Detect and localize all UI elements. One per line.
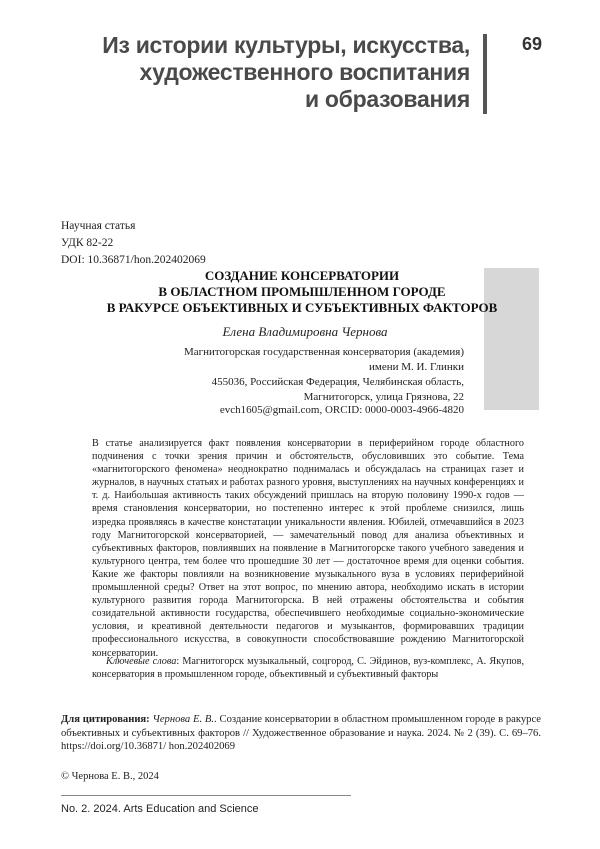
article-title-line: В ОБЛАСТНОМ ПРОМЫШЛЕННОМ ГОРОДЕ — [158, 284, 446, 299]
abstract: В статье анализируется факт появления консерватории в периферийном городе областного подчинения с точки зрения причин и обстоятельств, обусловивших это событие. Тема «магнитогорского феномена» неоднократно поднималась и обсуждалась на страницах газет и журналов, в научных статьях и работах разного уровня, выступлениях на научных конференциях и т. д. Наибольшая активность таких обсуждений пришлась на вторую половину 1990-х годов — время становления консерватории, но постепенно интерес к этой проблеме снизился, лишь изредка проявляясь в качестве констатации уникальности явления. Юбилей, отмечавшийся в 2023 году Магнитогорской консерваторией, — замечательный повод для анализа объективных и субъективных факторов, повлиявших на появление в Магнитогорске такого учебного заведения и культурного центра, тем более что прошедшие 30 лет — достаточное время для оценки события. Какие же факторы повлияли на возникновение музыкального вуза в условиях периферийной промышленной среды? Ответ на этот вопрос, по мнению автора, необходимо искать в истории культурного развития города Магнитогорска. В ней отражены обстоятельства и события созидательной активности государства, обеспечившего необходимые социально-экономические условия, и креативной деятельности педагогов и музыкантов, формировавших традиции профессионального искусства, в совокупности способствовавшие рождению Магнитогорской консерватории. — [92, 438, 524, 659]
citation-label: Для цитирования: — [61, 714, 150, 725]
author-contacts: evch1605@gmail.com, ORCID: 0000-0003-4966-4820 — [219, 404, 464, 416]
keywords-label: Ключевые слова — [106, 656, 177, 667]
footer-divider — [61, 795, 351, 796]
article-title-line: В РАКУРСЕ ОБЪЕКТИВНЫХ И СУБЪЕКТИВНЫХ ФАКТОРОВ — [106, 300, 498, 315]
page-number: 69 — [522, 34, 543, 54]
section-title-line: Из истории культуры, искусства, — [102, 32, 470, 58]
affiliation-line: Магнитогорск, улица Грязнова, 22 — [303, 391, 464, 403]
article-title — [62, 268, 542, 316]
section-title-line: и образования — [305, 86, 470, 112]
article-title-line: СОЗДАНИЕ КОНСЕРВАТОРИИ — [204, 268, 400, 283]
citation-author: Чернова Е. В. — [152, 714, 215, 725]
affiliation — [104, 345, 464, 405]
journal-footer: No. 2. 2024. Arts Education and Science — [61, 803, 259, 815]
copyright: © Чернова Е. В., 2024 — [61, 771, 159, 782]
section-title — [70, 32, 470, 113]
keywords-text: : Магнитогорск музыкальный, соцгород, С. Эйдинов, вуз-комплекс, А. Якупов, консерватория в промышленном городе, объективный и субъективный факторы — [92, 656, 525, 680]
doi: DOI: 10.36871/hon.202402069 — [61, 254, 206, 266]
keywords — [92, 655, 524, 681]
header-divider — [483, 34, 487, 114]
citation-text: . Создание консерватории в областном промышленном городе в ракурсе объективных и субъективных факторов // Художественное образование и наука. 2024. № 2 (39). С. 69–76. https://doi.org/10.36871/ hon.202402069 — [61, 714, 541, 752]
citation — [61, 713, 541, 754]
udk-code: УДК 82-22 — [61, 237, 114, 249]
affiliation-line: 455036, Российская Федерация, Челябинская область, — [211, 376, 464, 388]
affiliation-line: Магнитогорская государственная консерватория (академия) — [183, 346, 464, 358]
section-title-line: художественного воспитания — [139, 59, 470, 85]
author-name: Елена Владимировна Чернова — [222, 324, 388, 339]
article-type: Научная статья — [61, 220, 136, 232]
article-meta — [61, 218, 206, 269]
affiliation-line: имени М. И. Глинки — [368, 361, 464, 373]
